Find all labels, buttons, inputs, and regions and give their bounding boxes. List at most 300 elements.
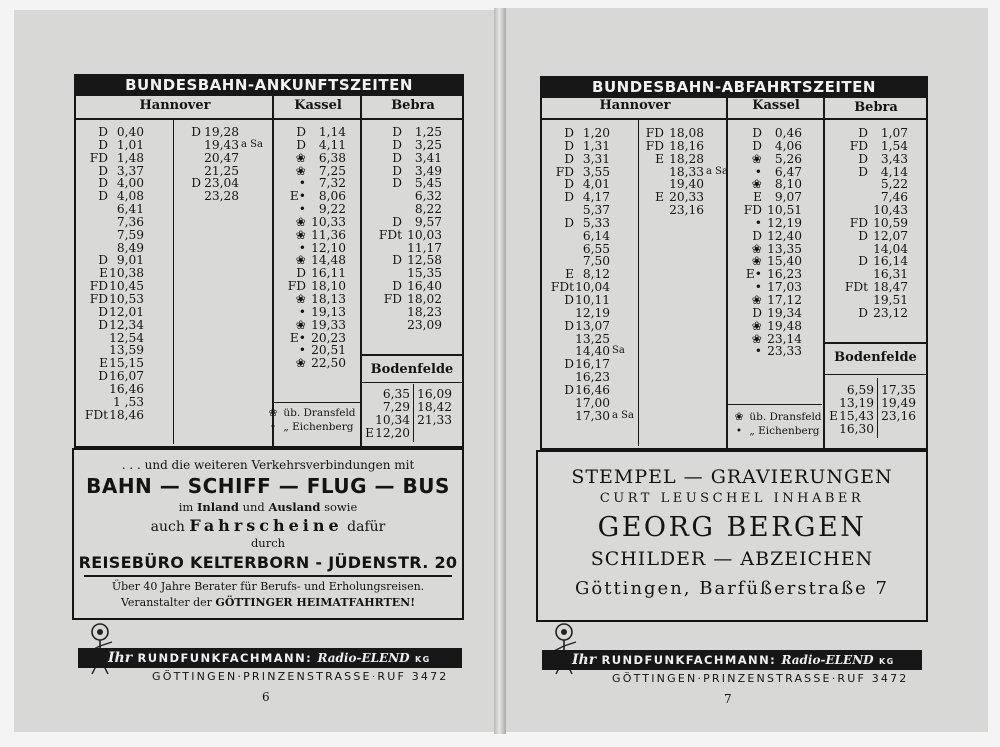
train-type-label: ❀ bbox=[295, 356, 306, 371]
arrivals-bodenfelde-title: Bodenfelde bbox=[370, 362, 454, 377]
train-type-label bbox=[838, 191, 868, 204]
train-type-label: D bbox=[392, 253, 402, 268]
train-suffix bbox=[610, 127, 612, 140]
train-type-label: D bbox=[858, 305, 868, 320]
train-suffix bbox=[802, 294, 804, 307]
timetable-row bbox=[82, 306, 146, 319]
train-type-label bbox=[548, 397, 574, 410]
train-type-label: • bbox=[754, 164, 762, 179]
departures-subdivider bbox=[638, 120, 639, 446]
train-time: 3,49 bbox=[414, 163, 442, 178]
train-time: 4,01 bbox=[582, 177, 610, 192]
train-time: 12,19 bbox=[767, 215, 802, 230]
timetable-row bbox=[838, 217, 910, 230]
train-type-label: D bbox=[564, 177, 574, 192]
travel-ad-line-8-pre: Veranstalter der bbox=[120, 596, 212, 609]
train-time: 17,12 bbox=[767, 292, 802, 307]
timetable-row bbox=[828, 384, 876, 397]
train-time: 15,40 bbox=[767, 254, 802, 269]
train-time: 17,35 bbox=[881, 383, 916, 397]
train-time: 21,25 bbox=[204, 163, 239, 178]
train-suffix bbox=[346, 165, 348, 178]
train-suffix bbox=[346, 319, 348, 332]
train-suffix bbox=[442, 126, 444, 139]
train-suffix bbox=[144, 344, 146, 357]
train-suffix bbox=[874, 384, 876, 397]
timetable-row bbox=[828, 410, 876, 423]
train-type-label bbox=[548, 410, 574, 423]
radio-ad-kg-right: KG bbox=[878, 657, 895, 666]
train-time: 10,38 bbox=[109, 266, 144, 281]
arrivals-hannover-list-a bbox=[82, 126, 146, 421]
travel-ad-modes: BAHN — SCHIFF — FLUG — BUS bbox=[86, 474, 450, 498]
train-time: 1,48 bbox=[116, 150, 144, 165]
train-suffix bbox=[410, 414, 412, 427]
train-suffix bbox=[346, 267, 348, 280]
book-gutter bbox=[494, 8, 506, 734]
train-type-label: E• bbox=[745, 267, 762, 282]
train-time: 5,37 bbox=[582, 203, 610, 218]
train-type-label bbox=[82, 383, 108, 396]
travel-ad-line-3-pre: im bbox=[178, 500, 194, 514]
train-suffix bbox=[802, 204, 804, 217]
train-type-label: D bbox=[296, 266, 306, 281]
footnote-row bbox=[732, 410, 822, 424]
travel-ad-line-3-post: sowie bbox=[324, 500, 358, 514]
train-time: 11,36 bbox=[311, 227, 346, 242]
train-suffix bbox=[442, 152, 444, 165]
arrivals-bodenfelde-rule bbox=[362, 382, 462, 383]
train-time: 4,11 bbox=[318, 137, 346, 152]
train-type-label: E• bbox=[289, 189, 306, 204]
timetable-row bbox=[548, 371, 634, 384]
train-time: 10,34 bbox=[375, 412, 410, 427]
train-type-label: FD bbox=[383, 291, 402, 306]
radio-ad-text-right: RUNDFUNKFACHMANN: bbox=[601, 653, 777, 667]
train-type-label bbox=[82, 229, 108, 242]
train-time: 10,53 bbox=[109, 291, 144, 306]
train-type-label bbox=[828, 384, 838, 397]
train-type-label: D bbox=[191, 176, 201, 191]
train-type-label: E bbox=[655, 151, 664, 166]
train-type-label: • bbox=[754, 215, 762, 230]
train-type-label: • bbox=[754, 344, 762, 359]
train-type-label: FD bbox=[849, 215, 868, 230]
travel-ad-line-3 bbox=[72, 500, 464, 514]
train-suffix: Sa bbox=[612, 345, 625, 357]
train-suffix bbox=[916, 384, 918, 397]
train-suffix bbox=[144, 177, 146, 190]
train-time: 5,45 bbox=[414, 176, 442, 191]
train-time: 23,12 bbox=[873, 305, 908, 320]
train-type-label bbox=[548, 204, 574, 217]
train-time: 23,14 bbox=[767, 331, 802, 346]
train-type-label: ❀ bbox=[751, 318, 762, 333]
train-time: 15,35 bbox=[407, 266, 442, 281]
train-type-label: D bbox=[392, 163, 402, 178]
train-type-label: FDt bbox=[844, 280, 868, 295]
train-suffix bbox=[442, 229, 444, 242]
train-suffix: a Sa bbox=[612, 409, 634, 421]
train-suffix bbox=[346, 332, 348, 345]
train-time: 0,46 bbox=[774, 126, 802, 140]
train-suffix bbox=[144, 370, 146, 383]
timetable-row bbox=[736, 217, 804, 230]
train-time: 13,35 bbox=[767, 241, 802, 256]
train-type-label bbox=[179, 152, 201, 165]
train-type-label: ❀ bbox=[295, 214, 306, 229]
train-suffix bbox=[704, 178, 706, 191]
train-suffix bbox=[802, 166, 804, 179]
travel-ad-agency-address: REISEBÜRO KELTERBORN - JÜDENSTR. 20 bbox=[78, 553, 458, 572]
timetable-row bbox=[179, 190, 263, 203]
footnote-symbol: ❀ bbox=[268, 407, 278, 419]
timetable-row bbox=[838, 307, 910, 320]
train-time: 12,40 bbox=[767, 228, 802, 243]
timetable-row bbox=[736, 127, 804, 140]
train-suffix bbox=[802, 320, 804, 333]
train-time: 1,20 bbox=[582, 126, 610, 140]
arrivals-col-kassel: Kassel bbox=[294, 98, 342, 113]
train-time: 10,43 bbox=[873, 203, 908, 218]
train-type-label: D bbox=[752, 126, 762, 140]
train-suffix bbox=[610, 191, 612, 204]
train-time: 13,19 bbox=[839, 395, 874, 410]
train-type-label: E bbox=[365, 425, 374, 440]
timetable-row bbox=[82, 229, 146, 242]
timetable-row bbox=[548, 384, 634, 397]
timetable-row bbox=[642, 153, 728, 166]
timetable-row bbox=[82, 139, 146, 152]
travel-ad-underline bbox=[84, 575, 452, 577]
train-time: 9,07 bbox=[774, 190, 802, 205]
timetable-row bbox=[548, 294, 634, 307]
arrivals-divider-1 bbox=[272, 96, 274, 446]
train-suffix bbox=[144, 190, 146, 203]
train-suffix bbox=[144, 357, 146, 370]
train-time: 11,17 bbox=[407, 240, 442, 255]
train-type-label: D bbox=[98, 317, 108, 332]
train-time: 19,28 bbox=[204, 125, 239, 139]
footnote-text: üb. Dransfeld bbox=[746, 411, 822, 423]
footnote-text: üb. Dransfeld bbox=[280, 407, 356, 419]
train-time: 18,02 bbox=[407, 291, 442, 306]
train-time: 12,58 bbox=[407, 253, 442, 268]
engraving-ad-company: GEORG BERGEN bbox=[597, 512, 867, 543]
train-type-label bbox=[642, 166, 664, 179]
timetable-row bbox=[642, 140, 728, 153]
train-time: 18,47 bbox=[873, 280, 908, 295]
train-suffix bbox=[239, 152, 241, 165]
train-type-label: FD bbox=[645, 126, 664, 140]
timetable-row bbox=[372, 319, 444, 332]
train-suffix bbox=[346, 203, 348, 216]
timetable-row bbox=[642, 127, 728, 140]
train-time: 17,30 bbox=[575, 408, 610, 423]
footnote-row bbox=[732, 424, 822, 438]
train-suffix bbox=[442, 139, 444, 152]
timetable-row bbox=[642, 204, 728, 217]
train-suffix bbox=[144, 332, 146, 345]
departures-col-hannover: Hannover bbox=[599, 98, 671, 113]
train-suffix bbox=[908, 307, 910, 320]
train-time: 16,40 bbox=[407, 279, 442, 294]
timetable-row bbox=[284, 357, 348, 370]
train-time: 6,14 bbox=[582, 228, 610, 243]
train-time: 8,06 bbox=[318, 189, 346, 204]
travel-ad-line-4-pre: auch bbox=[150, 519, 185, 535]
train-suffix bbox=[802, 217, 804, 230]
departures-kassel-list bbox=[736, 127, 804, 358]
train-time: 19,51 bbox=[873, 292, 908, 307]
train-type-label bbox=[838, 294, 868, 307]
train-type-label: E bbox=[99, 356, 108, 371]
train-type-label bbox=[372, 203, 402, 216]
train-type-label: FDt bbox=[378, 227, 402, 242]
train-type-label: ❀ bbox=[295, 317, 306, 332]
timetable-row bbox=[372, 203, 444, 216]
train-time: 19,34 bbox=[767, 305, 802, 320]
train-type-label: ❀ bbox=[295, 253, 306, 268]
timetable-row bbox=[284, 306, 348, 319]
train-time: 15,43 bbox=[839, 408, 874, 423]
train-suffix bbox=[239, 126, 241, 139]
train-time: 8,10 bbox=[774, 177, 802, 192]
train-type-label: D bbox=[392, 125, 402, 139]
train-time: 16,31 bbox=[873, 267, 908, 282]
travel-ad-line-3-und: und bbox=[242, 500, 265, 514]
train-suffix bbox=[704, 191, 706, 204]
train-suffix bbox=[144, 216, 146, 229]
timetable-row bbox=[82, 396, 146, 409]
train-time: 16,23 bbox=[767, 267, 802, 282]
train-type-label: FDt bbox=[84, 407, 108, 422]
train-suffix bbox=[346, 306, 348, 319]
train-suffix bbox=[610, 204, 612, 217]
train-time: 3,31 bbox=[582, 151, 610, 166]
train-suffix bbox=[346, 344, 348, 357]
train-suffix bbox=[610, 397, 612, 410]
train-suffix bbox=[442, 216, 444, 229]
train-suffix bbox=[346, 152, 348, 165]
arrivals-divider-2 bbox=[360, 96, 362, 446]
train-suffix bbox=[802, 307, 804, 320]
train-type-label: ❀ bbox=[295, 291, 306, 306]
train-time: 12,10 bbox=[311, 240, 346, 255]
train-type-label: • bbox=[298, 304, 306, 319]
train-suffix bbox=[239, 190, 241, 203]
train-type-label: D bbox=[392, 137, 402, 152]
train-time: 10,59 bbox=[873, 215, 908, 230]
train-type-label: D bbox=[98, 137, 108, 152]
train-time: 6,38 bbox=[318, 150, 346, 165]
train-time: 12,01 bbox=[109, 304, 144, 319]
train-type-label: • bbox=[298, 240, 306, 255]
train-suffix bbox=[239, 165, 241, 178]
train-type-label: D bbox=[858, 151, 868, 166]
train-suffix bbox=[916, 410, 918, 423]
timetable-row bbox=[838, 153, 910, 166]
train-suffix bbox=[610, 333, 612, 346]
train-time: 6,47 bbox=[774, 164, 802, 179]
timetable-row bbox=[179, 139, 263, 152]
arrivals-banner: BUNDESBAHN-ANKUNFTSZEITEN bbox=[74, 74, 464, 96]
train-time: 23,04 bbox=[204, 176, 239, 191]
timetable-row bbox=[82, 383, 146, 396]
train-suffix bbox=[908, 153, 910, 166]
train-suffix bbox=[442, 177, 444, 190]
train-time: 12,20 bbox=[375, 425, 410, 440]
train-time: 1,01 bbox=[116, 137, 144, 152]
train-time: 4,06 bbox=[774, 138, 802, 153]
departures-hannover-list-a bbox=[548, 127, 634, 422]
train-time: 8,49 bbox=[116, 240, 144, 255]
timetable-row bbox=[284, 229, 348, 242]
train-time: 16,23 bbox=[575, 370, 610, 385]
train-type-label bbox=[82, 396, 108, 409]
train-type-label: ❀ bbox=[751, 177, 762, 192]
train-time: 23,09 bbox=[407, 317, 442, 332]
train-type-label: D bbox=[392, 150, 402, 165]
timetable-row bbox=[414, 401, 454, 414]
train-suffix bbox=[144, 306, 146, 319]
train-type-label bbox=[364, 388, 374, 401]
radio-ad-address-right: GÖTTINGEN·PRINZENSTRASSE·RUF 3472 bbox=[612, 672, 909, 685]
timetable-row bbox=[364, 414, 412, 427]
train-type-label bbox=[828, 397, 838, 410]
train-time: 19,43 bbox=[204, 137, 239, 152]
train-suffix: a Sa bbox=[241, 138, 263, 150]
train-type-label bbox=[372, 190, 402, 203]
train-time: 19,49 bbox=[881, 395, 916, 410]
train-time: 23,33 bbox=[767, 344, 802, 359]
train-suffix bbox=[144, 242, 146, 255]
train-type-label: D bbox=[98, 176, 108, 191]
train-type-label: D bbox=[98, 304, 108, 319]
timetable-row bbox=[364, 401, 412, 414]
train-type-label: ❀ bbox=[751, 254, 762, 269]
train-type-label: ❀ bbox=[295, 163, 306, 178]
train-time: 7,25 bbox=[318, 163, 346, 178]
train-suffix bbox=[610, 230, 612, 243]
timetable-row bbox=[838, 230, 910, 243]
train-suffix bbox=[802, 153, 804, 166]
train-suffix bbox=[908, 140, 910, 153]
train-suffix bbox=[442, 165, 444, 178]
timetable-row bbox=[414, 388, 454, 401]
train-suffix bbox=[610, 255, 612, 268]
timetable-row bbox=[838, 204, 910, 217]
timetable-row bbox=[284, 216, 348, 229]
radio-ad-kg: KG bbox=[414, 655, 431, 664]
train-suffix bbox=[610, 281, 612, 294]
train-time: 7,46 bbox=[880, 190, 908, 205]
train-time: 5,22 bbox=[880, 177, 908, 192]
train-time: 1,14 bbox=[318, 125, 346, 139]
train-suffix bbox=[610, 243, 612, 256]
travel-ad-line-3-ausland: Ausland bbox=[268, 500, 321, 514]
train-type-label: D bbox=[392, 176, 402, 191]
train-suffix bbox=[346, 357, 348, 370]
train-suffix bbox=[610, 307, 612, 320]
train-suffix bbox=[908, 204, 910, 217]
departures-bodenfelde-title: Bodenfelde bbox=[834, 350, 917, 365]
train-suffix bbox=[144, 139, 146, 152]
train-time: 17,00 bbox=[575, 395, 610, 410]
train-type-label: D bbox=[392, 214, 402, 229]
train-suffix bbox=[410, 401, 412, 414]
footnote-symbol: • bbox=[269, 421, 277, 433]
arrivals-bodenfelde-rule-top bbox=[362, 354, 462, 356]
train-suffix bbox=[610, 153, 612, 166]
train-type-label: D bbox=[296, 125, 306, 139]
train-suffix bbox=[442, 319, 444, 332]
train-suffix: a Sa bbox=[706, 165, 728, 177]
train-time: 14,04 bbox=[873, 241, 908, 256]
train-type-label bbox=[372, 306, 402, 319]
train-suffix bbox=[908, 166, 910, 179]
train-suffix bbox=[410, 388, 412, 401]
train-time: 16,09 bbox=[417, 387, 452, 401]
train-time: 7,59 bbox=[116, 227, 144, 242]
train-type-label: • bbox=[298, 202, 306, 217]
departures-divider-2 bbox=[823, 96, 825, 448]
train-type-label: D bbox=[564, 357, 574, 372]
timetable-row bbox=[82, 203, 146, 216]
train-type-label bbox=[548, 371, 574, 384]
timetable-row bbox=[364, 388, 412, 401]
train-type-label: D bbox=[858, 126, 868, 140]
timetable-row bbox=[736, 294, 804, 307]
train-suffix bbox=[144, 203, 146, 216]
train-type-label: D bbox=[752, 138, 762, 153]
train-time: 16,11 bbox=[311, 266, 346, 281]
train-time: 20,33 bbox=[669, 190, 704, 205]
train-type-label: ❀ bbox=[295, 227, 306, 242]
train-suffix bbox=[802, 345, 804, 358]
train-time: 1,07 bbox=[880, 126, 908, 140]
travel-ad-line-4 bbox=[72, 516, 464, 535]
train-type-label: FD bbox=[89, 291, 108, 306]
train-type-label: E• bbox=[289, 330, 306, 345]
train-suffix bbox=[144, 409, 146, 422]
train-time: 18,13 bbox=[311, 291, 346, 306]
train-type-label bbox=[548, 243, 574, 256]
timetable-row bbox=[414, 414, 454, 427]
train-suffix bbox=[144, 267, 146, 280]
train-time: 15,15 bbox=[109, 356, 144, 371]
train-suffix bbox=[908, 268, 910, 281]
train-type-label: • bbox=[298, 343, 306, 358]
arrivals-kassel-list bbox=[284, 126, 348, 370]
train-time: 19,33 bbox=[311, 317, 346, 332]
train-time: 6,32 bbox=[414, 189, 442, 204]
train-time: 4,17 bbox=[582, 190, 610, 205]
train-type-label bbox=[548, 333, 574, 346]
train-time: 1 ,53 bbox=[112, 394, 144, 409]
timetable-row bbox=[179, 126, 263, 139]
train-time: 6,55 bbox=[582, 241, 610, 256]
timetable-row bbox=[736, 204, 804, 217]
timetable-row bbox=[284, 152, 348, 165]
train-time: 5,33 bbox=[582, 215, 610, 230]
train-time: 22,50 bbox=[311, 356, 346, 371]
train-time: 18,16 bbox=[669, 138, 704, 153]
train-suffix bbox=[346, 139, 348, 152]
arrivals-bodenfelde-list-a bbox=[364, 388, 412, 439]
timetable-row bbox=[364, 427, 412, 440]
train-time: 3,41 bbox=[414, 150, 442, 165]
